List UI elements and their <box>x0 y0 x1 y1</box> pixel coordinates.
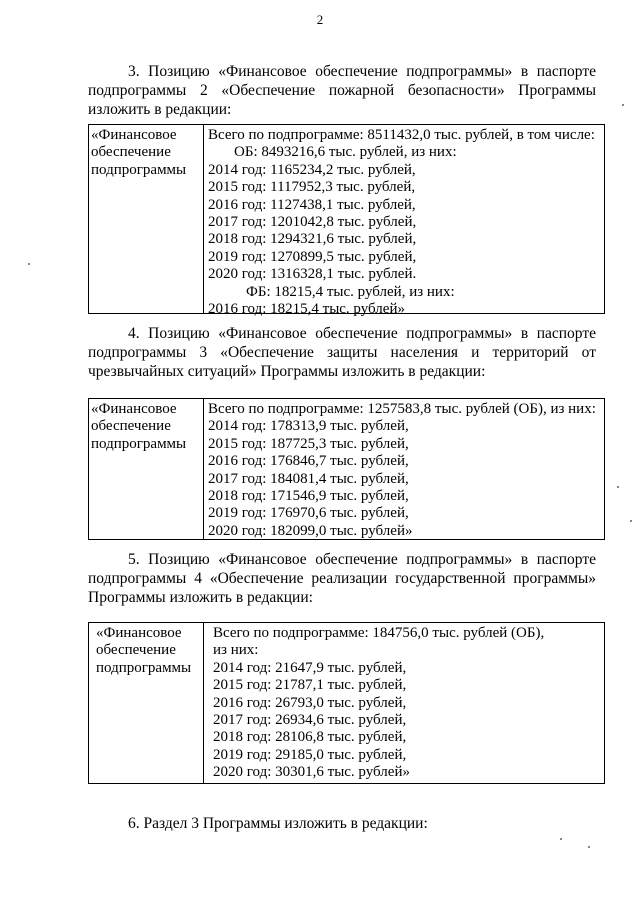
table-row: 2015 год: 21787,1 тыс. рублей, <box>213 677 407 694</box>
table-row: 2017 год: 1201042,8 тыс. рублей, <box>208 214 417 231</box>
table-label-line: обеспечение <box>91 418 171 435</box>
paragraph-5 <box>88 550 596 607</box>
table-row: ФБ: 18215,4 тыс. рублей, из них: <box>246 283 455 300</box>
table-value-cell <box>204 623 604 783</box>
table-row: Всего по подпрограмме: 1257583,8 тыс. рублей (ОБ), из них: <box>208 401 596 417</box>
scan-speck <box>560 838 562 840</box>
table-row: 2014 год: 178313,9 тыс. рублей, <box>208 418 409 435</box>
scan-speck <box>617 486 619 488</box>
table-label-cell <box>89 125 204 313</box>
table-row: 2018 год: 28106,8 тыс. рублей, <box>213 729 407 746</box>
table-row: 2020 год: 1316328,1 тыс. рублей. <box>208 266 417 283</box>
table-row: ОБ: 8493216,6 тыс. рублей, из них: <box>234 144 457 161</box>
table-row: 2016 год: 26793,0 тыс. рублей, <box>213 694 407 711</box>
paragraph-line: 4. Позицию «Финансовое обеспечение подпрограммы» в паспорте <box>128 325 596 342</box>
financing-table-subprogram-2 <box>88 124 605 318</box>
paragraph-line: Программы изложить в редакции: <box>88 589 313 606</box>
table-row: 2019 год: 176970,6 тыс. рублей, <box>208 505 409 522</box>
table-row: 2018 год: 1294321,6 тыс. рублей, <box>208 231 417 248</box>
table-label-line: «Финансовое <box>91 127 177 143</box>
scan-speck <box>588 846 590 848</box>
table-label-cell <box>89 623 204 783</box>
table-value-cell <box>204 125 604 318</box>
paragraph-4 <box>88 324 596 381</box>
paragraph-line: подпрограммы 3 «Обеспечение защиты населения и территорий от <box>88 344 596 361</box>
paragraph-line: 3. Позицию «Финансовое обеспечение подпрограммы» в паспорте <box>128 63 596 80</box>
table-label-line: обеспечение <box>96 642 176 659</box>
table-row: 2015 год: 1117952,3 тыс. рублей, <box>208 179 416 196</box>
table-row: 2018 год: 171546,9 тыс. рублей, <box>208 488 409 505</box>
paragraph-3 <box>88 62 596 119</box>
paragraph-line: подпрограммы 2 «Обеспечение пожарной безопасности» Программы <box>88 82 596 99</box>
paragraph-line: изложить в редакции: <box>88 101 232 118</box>
page-number: 2 <box>316 12 324 27</box>
paragraph-6 <box>88 814 596 833</box>
table-row: 2014 год: 21647,9 тыс. рублей, <box>213 659 407 676</box>
table-row: Всего по подпрограмме: 8511432,0 тыс. рублей, в том числе: <box>208 127 595 143</box>
table-row: 2015 год: 187725,3 тыс. рублей, <box>208 435 409 452</box>
table-row: 2019 год: 29185,0 тыс. рублей, <box>213 746 407 763</box>
table-label-cell <box>89 399 204 539</box>
table-row: Всего по подпрограмме: 184756,0 тыс. рублей (ОБ), <box>213 625 545 641</box>
table-row: из них: <box>213 642 259 659</box>
table-row: 2020 год: 30301,6 тыс. рублей» <box>213 764 410 781</box>
table-label-line: обеспечение <box>91 144 171 161</box>
table-label-line: подпрограммы <box>91 435 187 452</box>
table-row: 2016 год: 18215,4 тыс. рублей» <box>208 301 405 318</box>
table-label-line: «Финансовое <box>91 401 177 417</box>
table-row: 2016 год: 176846,7 тыс. рублей, <box>208 453 409 470</box>
table-row: 2017 год: 26934,6 тыс. рублей, <box>213 712 407 729</box>
financing-table-subprogram-4 <box>88 622 605 784</box>
paragraph-line: подпрограммы 4 «Обеспечение реализации государственной программы» <box>88 570 596 587</box>
table-row: 2016 год: 1127438,1 тыс. рублей, <box>208 196 416 213</box>
table-label-line: подпрограммы <box>96 659 192 676</box>
table-label-line: подпрограммы <box>91 161 187 178</box>
financing-table-subprogram-3 <box>88 398 605 540</box>
scan-speck <box>28 263 30 265</box>
paragraph-line: чрезвычайных ситуаций» Программы изложить в редакции: <box>88 363 486 380</box>
scan-speck <box>622 104 624 106</box>
scan-speck <box>630 520 632 522</box>
paragraph-line: 5. Позицию «Финансовое обеспечение подпрограммы» в паспорте <box>128 551 596 568</box>
paragraph-line: 6. Раздел 3 Программы изложить в редакции: <box>128 815 428 832</box>
table-row: 2020 год: 182099,0 тыс. рублей» <box>208 522 413 539</box>
table-label-line: «Финансовое <box>96 625 182 641</box>
table-value-cell <box>204 399 604 539</box>
table-row: 2014 год: 1165234,2 тыс. рублей, <box>208 161 416 178</box>
table-row: 2019 год: 1270899,5 тыс. рублей, <box>208 248 417 265</box>
table-row: 2017 год: 184081,4 тыс. рублей, <box>208 470 409 487</box>
